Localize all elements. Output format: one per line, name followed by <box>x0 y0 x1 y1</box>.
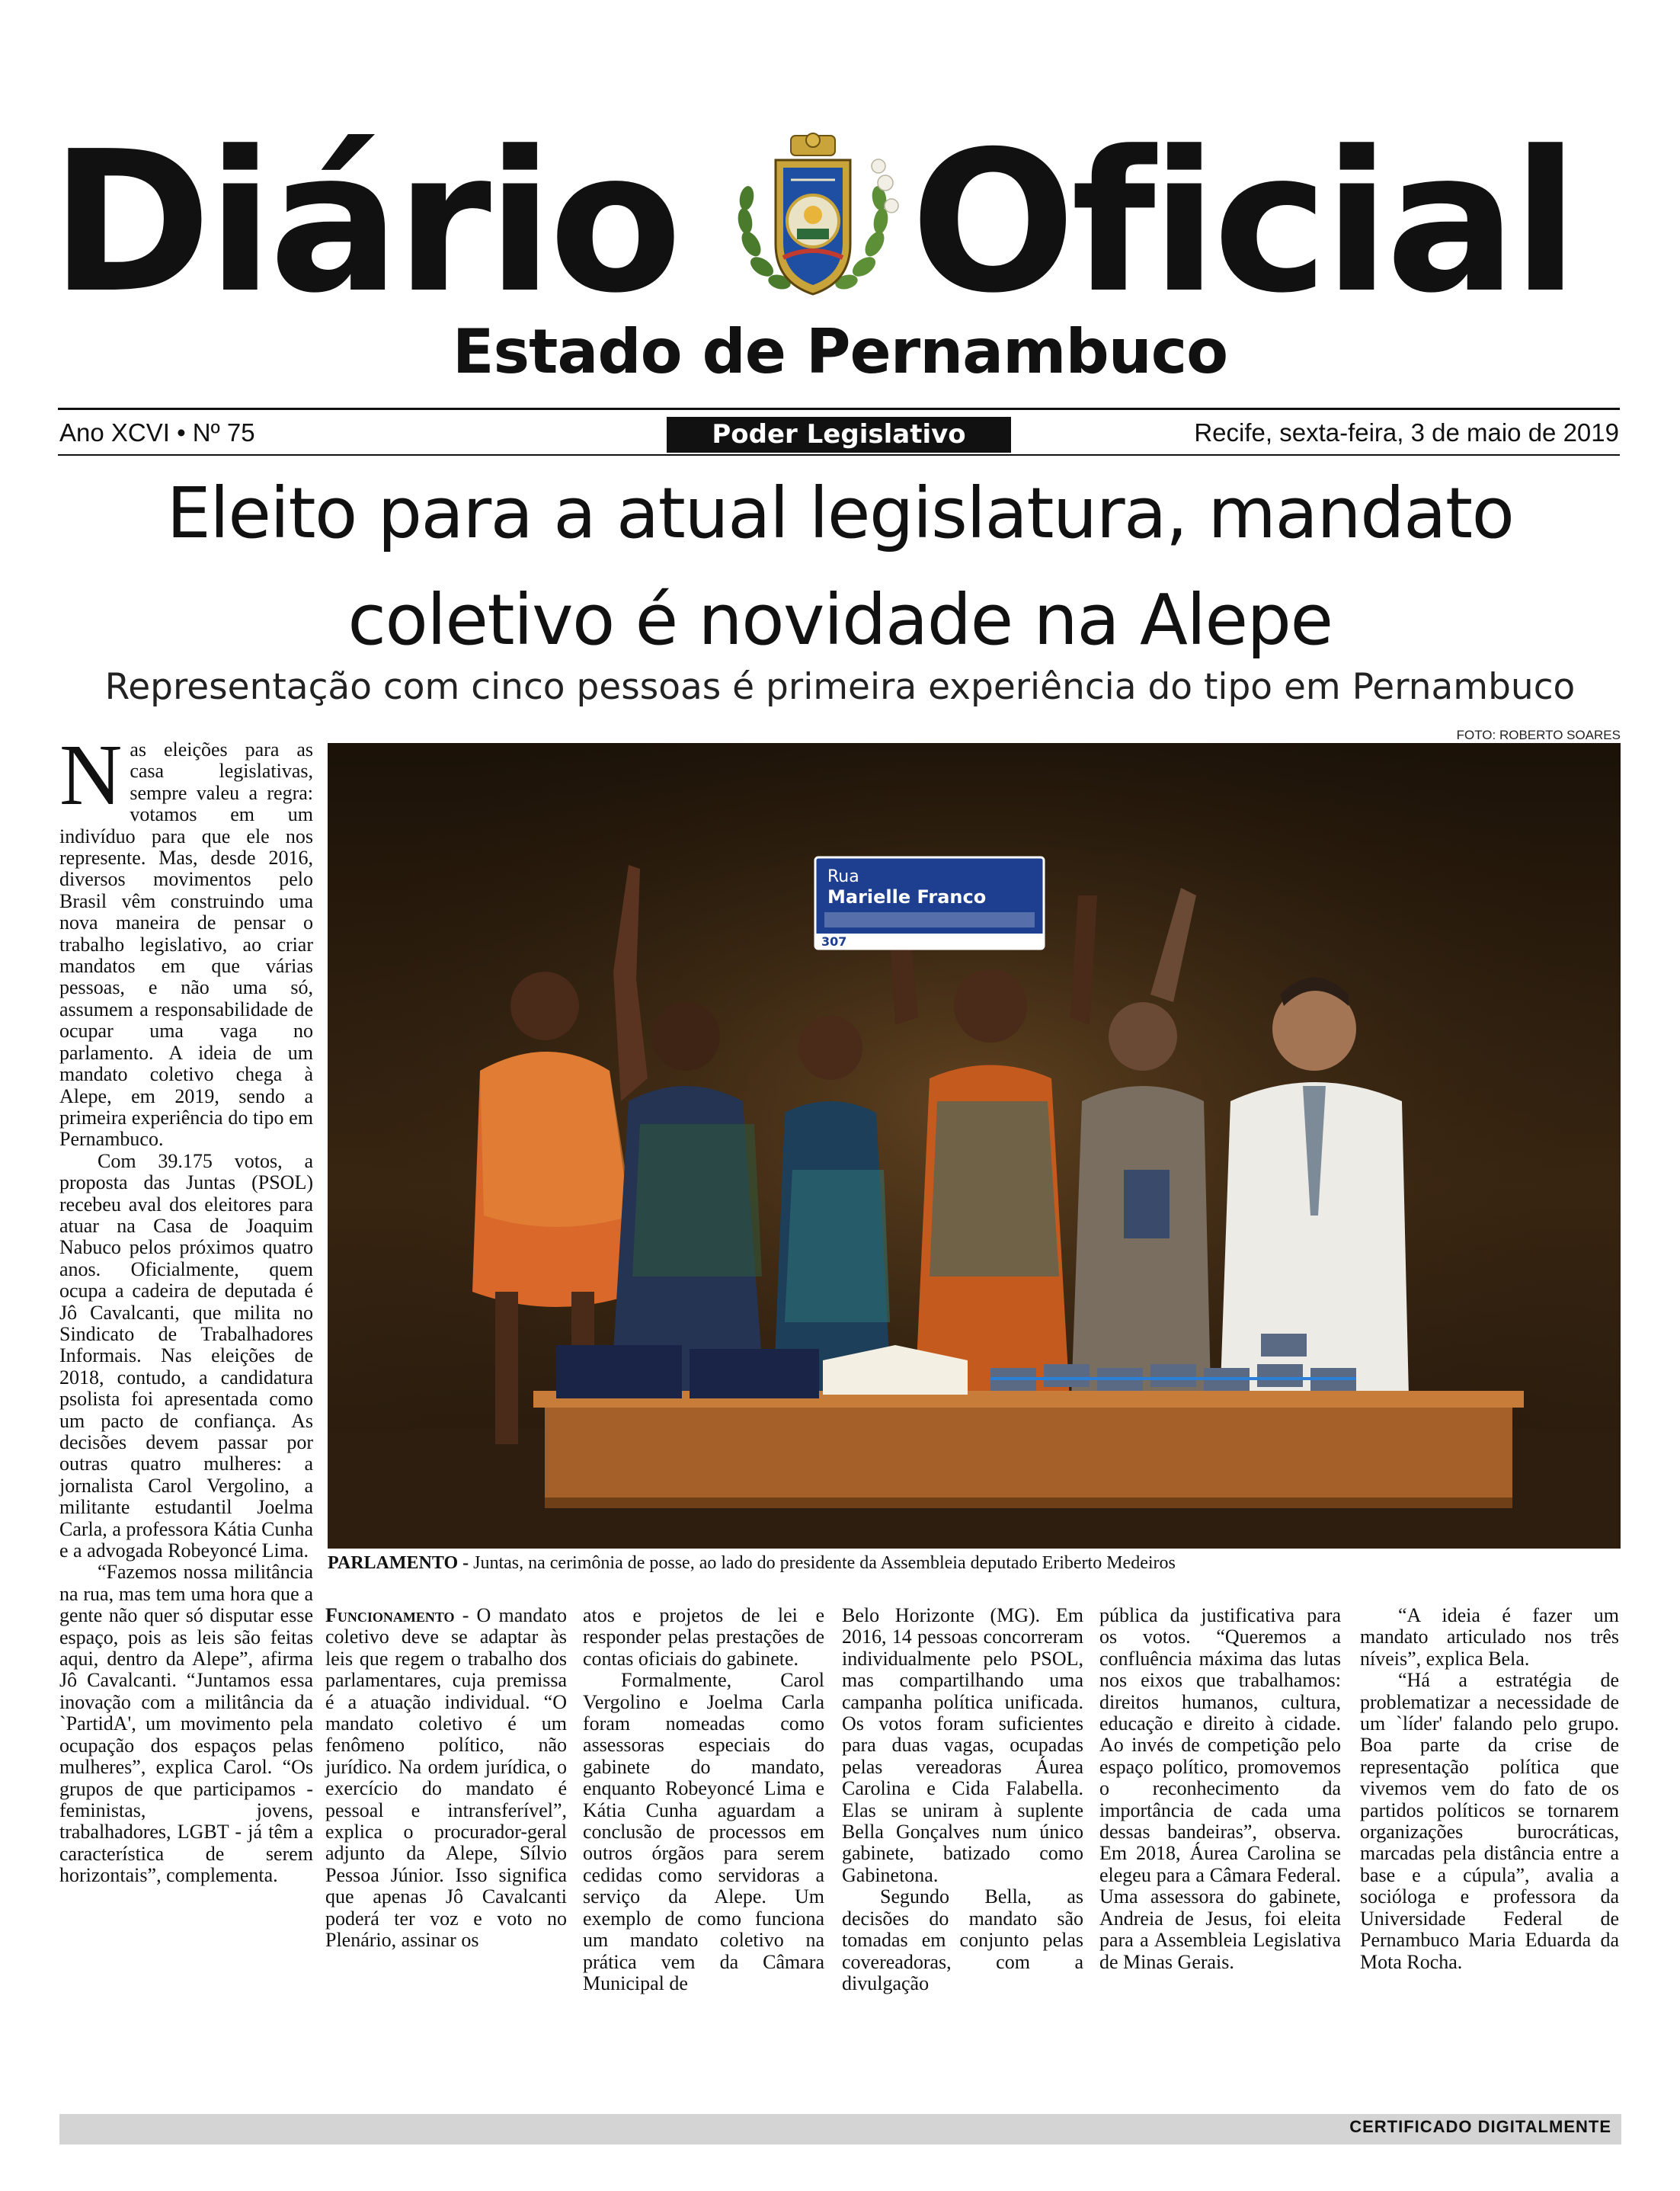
masthead-top-rule <box>58 408 1620 410</box>
sign-line-1: Rua <box>827 867 859 886</box>
article-paragraph: “A ideia é fazer um mandato articulado nos três níveis”, explica Bela. <box>1360 1604 1619 1670</box>
subhead-funcionamento: Funcionamento <box>325 1604 455 1626</box>
caption-text: Juntas, na cerimônia de posse, ao lado do presidente da Assembleia deputado Eriberto Medeiros <box>469 1553 1176 1573</box>
article-paragraph: “Fazemos nossa militância na rua, mas tem uma hora que a gente não quer só disputar esse espaço, pois as leis são feitas aqui, dentro da Alepe”, afirma Jô Cavalcanti. “Juntamos essa inovação com a militância da `PartidA', um movimento pela ocupação dos espaços pelas mulheres”, explica Carol. “Os grupos de que participamos - feministas, jovens, trabalhadores, LGBT - já têm a característica de serem horizontais”, complementa. <box>59 1561 313 1887</box>
article-paragraph: atos e projetos de lei e responder pelas prestações de contas oficiais do gabinete. <box>583 1604 824 1670</box>
caption-lead: PARLAMENTO - <box>328 1553 469 1573</box>
article-paragraph: Belo Horizonte (MG). Em 2016, 14 pessoas concorreram individualmente pelo PSOL, mas compartilhando uma campanha política unificada. Os votos foram suficientes para duas vagas, ocupadas pelas vereadoras Áurea Carolina e Cida Falabella. Elas se uniram à suplente Bella Gonçalves num único gabinete, batizado como Gabinetona. <box>842 1604 1083 1886</box>
masthead-subtitle: Estado de Pernambuco <box>452 316 1228 387</box>
article-column-4 <box>842 1605 1083 1994</box>
masthead-title-left: Diário <box>50 110 678 336</box>
photo-credit: FOTO: ROBERTO SOARES <box>1456 728 1621 742</box>
article-column-1 <box>59 726 313 1887</box>
article-paragraph: “Há a estratégia de problematizar a necessidade de um `líder' falando pelo grupo. Boa parte da crise de representação política que vivemos vem do fato de os partidos políticos se tornarem organizações burocráticas, marcadas pela distância entre a base e a cúpula”, avalia a socióloga e professora da Universidade Federal de Pernambuco Maria Eduarda da Mota Rocha. <box>1360 1669 1619 1973</box>
digital-certificate-label: CERTIFICADO DIGITALMENTE <box>1349 2117 1611 2136</box>
article-paragraph: Com 39.175 votos, a proposta das Juntas (PSOL) recebeu aval dos eleitores para atuar na Casa de Joaquim Nabuco pelos próximos quatro anos. Oficialmente, quem ocupa a cadeira de deputada é Jô Cavalcanti, que milita no Sindicato de Trabalhadores Informais. Nas eleições de 2018, contudo, a candidatura psolista foi apresentada como um pacto de confiança. As decisões devem passar por outras quatro mulheres: a jornalista Carol Vergolino, a militante estudantil Joelma Carla, a professora Kátia Cunha e a advogada Robeyoncé Lima. <box>59 1149 313 1562</box>
article-column-5 <box>1099 1605 1341 1973</box>
photo-caption <box>328 1552 1621 1574</box>
sign-line-2: Marielle Franco <box>827 886 987 908</box>
drop-cap: N <box>59 726 123 823</box>
masthead-title-right: Oficial <box>910 110 1575 336</box>
article-column-2 <box>325 1605 567 1952</box>
article-column-3 <box>583 1605 824 1994</box>
article-paragraph: as eleições para as casa legislativas, sempre valeu a regra: votamos em um indivíduo para que ele nos represente. Mas, desde 2016, diversos movimentos pelo Brasil vêm construindo uma nova maneira de pensar o trabalho legislativo, ao criar mandatos em que várias pessoas, e não uma só, assumem a responsabilidade de ocupar uma vaga no parlamento. A ideia de um mandato coletivo chega à Alepe, em 2019, sendo a primeira experiência do tipo em Pernambuco. <box>59 738 313 1151</box>
section-badge: Poder Legislativo <box>667 417 1011 453</box>
masthead-bottom-rule <box>58 454 1620 456</box>
street-sign <box>815 857 1044 949</box>
article-paragraph: Formalmente, Carol Vergolino e Joelma Carla foram nomeadas como assessoras especiais do gabinete do mandato, enquanto Robeyoncé Lima e Kátia Cunha aguardam a conclusão de processos em outros órgãos para serem cedidas como servidoras a serviço da Alepe. Um exemplo de como funciona um mandato coletivo na prática vem da Câmara Municipal de <box>583 1669 824 1994</box>
article-paragraph: pública da justificativa para os votos. “Queremos a confluência máxima das lutas nos eixos que trabalhamos: direitos humanos, cultura, educação e direito à cidade. Ao invés de competição pelo espaço político, promovemos o reconhecimento da importância de cada uma dessas bandeiras”, observa. Em 2018, Áurea Carolina se elegeu para a Câmara Federal. Uma assessora do gabinete, Andreia de Jesus, foi eleita para a Assembleia Legislativa de Minas Gerais. <box>1099 1604 1341 1973</box>
headline-line-2: coletivo é novidade na Alepe <box>347 579 1333 661</box>
pernambuco-coat-of-arms-icon <box>722 130 904 302</box>
headline-deck: Representação com cinco pessoas é primeira experiência do tipo em Pernambuco <box>104 666 1576 708</box>
ceremony-photo <box>328 743 1621 1549</box>
article-paragraph: - O mandato coletivo deve se adaptar às leis que regem o trabalho dos parlamentares, cuja premissa é a atuação individual. “O mandato coletivo é um fenômeno político, não jurídico. Na ordem jurídica, o exercício do mandato é pessoal e intransferível”, explica o procurador-geral adjunto da Alepe, Sílvio Pessoa Júnior. Isso significa que apenas Jô Cavalcanti poderá ter voz e voto no Plenário, assinar os <box>325 1604 567 1952</box>
article-column-6 <box>1360 1605 1619 1973</box>
sign-number: 307 <box>821 934 847 949</box>
headline-line-1: Eleito para a atual legislatura, mandato <box>166 472 1514 554</box>
edition-number: Ano XCVI • Nº 75 <box>59 418 255 447</box>
dateline: Recife, sexta-feira, 3 de maio de 2019 <box>1194 418 1619 447</box>
article-paragraph: Segundo Bella, as decisões do mandato são tomadas em conjunto pelas covereadoras, com a divulgação <box>842 1885 1083 1994</box>
